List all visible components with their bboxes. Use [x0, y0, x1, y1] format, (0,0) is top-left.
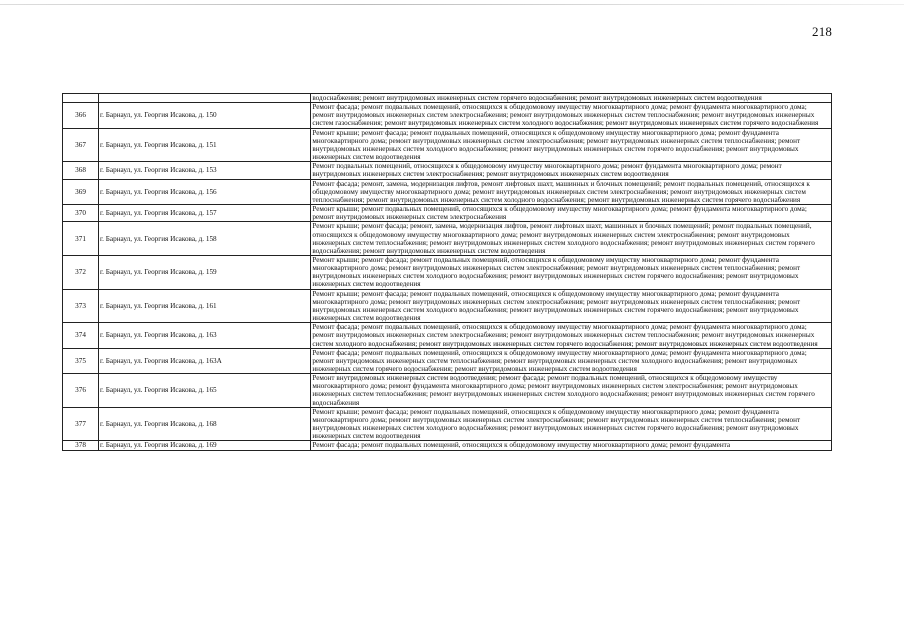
- works-list-cell: Ремонт крыши; ремонт фасада; ремонт подвальных помещений, относящихся к общедомовому имуществу многоквартирного дома; ремонт фундамента многоквартирного дома; ремонт внутридомовых инженерных систем электроснабжения; ремонт внутридомовых инженерных систем теплоснабжения; ремонт внутридомовых инженерных систем холодного водоснабжения; ремонт внутридомовых инженерных систем горячего водоснабжения; ремонт внутридомовых инженерных систем водоотведения: [311, 407, 832, 441]
- table-row: [63, 179, 832, 204]
- address-cell: г. Барнаул, ул. Георгия Исакова, д. 158: [99, 222, 311, 256]
- table-row: [63, 374, 832, 408]
- works-list-cell: Ремонт подвальных помещений, относящихся к общедомовому имуществу многоквартирного дома; ремонт фундамента многоквартирного дома; ремонт внутридомовых инженерных систем электроснабжения; ремонт внутридомовых инженерных систем водоотведения: [311, 162, 832, 179]
- address-cell: г. Барнаул, ул. Георгия Исакова, д. 163А: [99, 348, 311, 373]
- row-number-cell: 376: [63, 374, 99, 408]
- table-row: [63, 255, 832, 289]
- page-number: 218: [812, 24, 833, 39]
- repair-works-table: [62, 93, 832, 451]
- address-cell: г. Барнаул, ул. Георгия Исакова, д. 161: [99, 289, 311, 323]
- table-row: [63, 94, 832, 103]
- row-number-cell: 368: [63, 162, 99, 179]
- row-number-cell: 366: [63, 103, 99, 128]
- table-row: [63, 205, 832, 222]
- scan-edge-line: [0, 4, 904, 5]
- works-list-cell: Ремонт фасада; ремонт подвальных помещений, относящихся к общедомовому имуществу многоквартирного дома; ремонт фундамента: [311, 441, 832, 450]
- row-number-cell: 373: [63, 289, 99, 323]
- table-row: [63, 407, 832, 441]
- row-number-cell: 370: [63, 205, 99, 222]
- row-number-cell: 372: [63, 255, 99, 289]
- table-row: [63, 289, 832, 323]
- row-number-cell: 367: [63, 128, 99, 162]
- table-row: [63, 348, 832, 373]
- table-row: [63, 441, 832, 450]
- table-row: [63, 162, 832, 179]
- works-list-cell: Ремонт фасада; ремонт, замена, модернизация лифтов, ремонт лифтовых шахт, машинных и блочных помещений; ремонт подвальных помещений, относящихся к общедомовому имуществу многоквартирного дома; ремонт внутридомовых инженерных систем электроснабжения; ремонт внутридомовых инженерных систем теплоснабжения; ремонт внутридомовых инженерных систем холодного водоснабжения; ремонт внутридомовых инженерных систем горячего водоснабжения: [311, 179, 832, 204]
- row-number-cell: 374: [63, 323, 99, 348]
- address-cell: г. Барнаул, ул. Георгия Исакова, д. 156: [99, 179, 311, 204]
- address-cell: г. Барнаул, ул. Георгия Исакова, д. 151: [99, 128, 311, 162]
- works-list-cell: Ремонт внутридомовых инженерных систем водоотведения; ремонт фасада; ремонт подвальных помещений, относящихся к общедомовому имуществу многоквартирного дома; ремонт фундамента многоквартирного дома; ремонт внутридомовых инженерных систем электроснабжения; ремонт внутридомовых инженерных систем теплоснабжения; ремонт внутридомовых инженерных систем холодного водоснабжения; ремонт внутридомовых инженерных систем горячего водоснабжения: [311, 374, 832, 408]
- address-cell: г. Барнаул, ул. Георгия Исакова, д. 163: [99, 323, 311, 348]
- row-number-cell: [63, 94, 99, 103]
- works-list-cell: Ремонт фасада; ремонт подвальных помещений, относящихся к общедомовому имуществу многоквартирного дома; ремонт фундамента многоквартирного дома; ремонт внутридомовых инженерных систем электроснабжения; ремонт внутридомовых инженерных систем теплоснабжения; ремонт внутридомовых инженерных систем газоснабжения; ремонт внутридомовых инженерных систем холодного водоснабжения; ремонт внутридомовых инженерных систем горячего водоснабжения: [311, 103, 832, 128]
- address-cell: г. Барнаул, ул. Георгия Исакова, д. 157: [99, 205, 311, 222]
- table-row: [63, 103, 832, 128]
- table-body: [63, 94, 832, 451]
- works-list-cell: Ремонт крыши; ремонт фасада; ремонт подвальных помещений, относящихся к общедомовому имуществу многоквартирного дома; ремонт фундамента многоквартирного дома; ремонт внутридомовых инженерных систем электроснабжения; ремонт внутридомовых инженерных систем теплоснабжения; ремонт внутридомовых инженерных систем холодного водоснабжения; ремонт внутридомовых инженерных систем горячего водоснабжения; ремонт внутридомовых инженерных систем водоотведения: [311, 255, 832, 289]
- works-list-cell: Ремонт крыши; ремонт фасада; ремонт подвальных помещений, относящихся к общедомовому имуществу многоквартирного дома; ремонт фундамента многоквартирного дома; ремонт внутридомовых инженерных систем электроснабжения; ремонт внутридомовых инженерных систем теплоснабжения; ремонт внутридомовых инженерных систем холодного водоснабжения; ремонт внутридомовых инженерных систем горячего водоснабжения; ремонт внутридомовых инженерных систем водоотведения: [311, 128, 832, 162]
- works-list-cell: Ремонт фасада; ремонт подвальных помещений, относящихся к общедомовому имуществу многоквартирного дома; ремонт фундамента многоквартирного дома; ремонт внутридомовых инженерных систем электроснабжения; ремонт внутридомовых инженерных систем теплоснабжения; ремонт внутридомовых инженерных систем холодного водоснабжения; ремонт внутридомовых инженерных систем горячего водоснабжения; ремонт внутридомовых инженерных систем водоотведения: [311, 323, 832, 348]
- address-cell: г. Барнаул, ул. Георгия Исакова, д. 150: [99, 103, 311, 128]
- address-cell: г. Барнаул, ул. Георгия Исакова, д. 159: [99, 255, 311, 289]
- address-cell: [99, 94, 311, 103]
- row-number-cell: 371: [63, 222, 99, 256]
- address-cell: г. Барнаул, ул. Георгия Исакова, д. 168: [99, 407, 311, 441]
- row-number-cell: 378: [63, 441, 99, 450]
- row-number-cell: 369: [63, 179, 99, 204]
- works-list-cell: Ремонт фасада; ремонт подвальных помещений, относящихся к общедомовому имуществу многоквартирного дома; ремонт фундамента многоквартирного дома; ремонт внутридомовых инженерных систем теплоснабжения; ремонт внутридомовых инженерных систем холодного водоснабжения; ремонт внутридомовых инженерных систем горячего водоснабжения; ремонт внутридомовых инженерных систем водоотведения: [311, 348, 832, 373]
- address-cell: г. Барнаул, ул. Георгия Исакова, д. 153: [99, 162, 311, 179]
- works-list-cell: Ремонт крыши; ремонт фасада; ремонт, замена, модернизация лифтов, ремонт лифтовых шахт, машинных и блочных помещений; ремонт подвальных помещений, относящихся к общедомовому имуществу многоквартирного дома; ремонт внутридомовых инженерных систем электроснабжения; ремонт внутридомовых инженерных систем теплоснабжения; ремонт внутридомовых инженерных систем холодного водоснабжения; ремонт внутридомовых инженерных систем горячего водоснабжения; ремонт внутридомовых инженерных систем водоотведения: [311, 222, 832, 256]
- table-row: [63, 323, 832, 348]
- row-number-cell: 375: [63, 348, 99, 373]
- table-row: [63, 128, 832, 162]
- row-number-cell: 377: [63, 407, 99, 441]
- works-list-cell: Ремонт крыши; ремонт подвальных помещений, относящихся к общедомовому имуществу многоквартирного дома; ремонт фундамента многоквартирного дома; ремонт внутридомовых инженерных систем электроснабжения: [311, 205, 832, 222]
- works-list-cell: водоснабжения; ремонт внутридомовых инженерных систем горячего водоснабжения; ремонт внутридомовых инженерных систем водоотведения: [311, 94, 832, 103]
- address-cell: г. Барнаул, ул. Георгия Исакова, д. 169: [99, 441, 311, 450]
- works-list-cell: Ремонт крыши; ремонт фасада; ремонт подвальных помещений, относящихся к общедомовому имуществу многоквартирного дома; ремонт фундамента многоквартирного дома; ремонт внутридомовых инженерных систем электроснабжения; ремонт внутридомовых инженерных систем теплоснабжения; ремонт внутридомовых инженерных систем холодного водоснабжения; ремонт внутридомовых инженерных систем горячего водоснабжения; ремонт внутридомовых инженерных систем водоотведения: [311, 289, 832, 323]
- table-row: [63, 222, 832, 256]
- address-cell: г. Барнаул, ул. Георгия Исакова, д. 165: [99, 374, 311, 408]
